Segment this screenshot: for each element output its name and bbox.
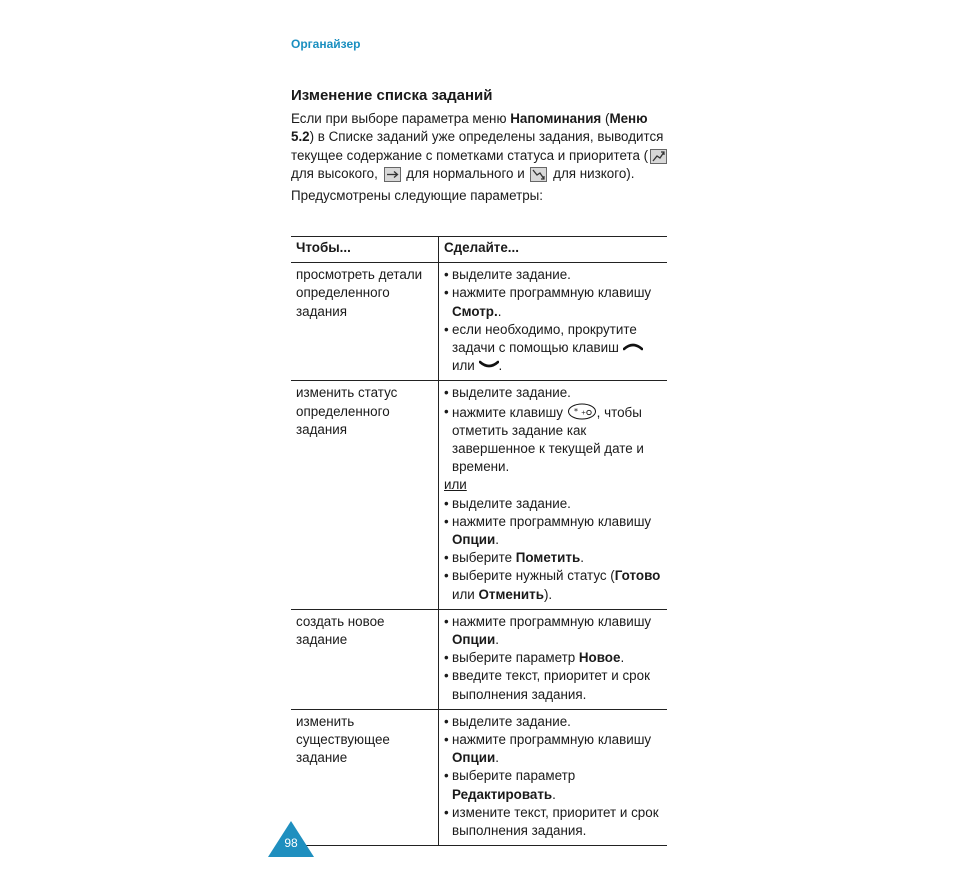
nav-up-key-icon [623,340,643,355]
steps-cell [439,609,668,709]
priority-normal-icon [384,167,401,182]
steps-cell [439,709,668,845]
step-item: • если необходимо, прокрутите задачи с помощью клавиш или . [444,321,665,376]
intro-text [291,110,671,205]
page-number: 98 [284,836,298,850]
intro-paragraph-1: Если при выборе параметра меню Напоминания (Меню 5.2) в Списке заданий уже определены задания, выводится текущее содержание с пометками статуса и приоритета ( для высокого, для нормального и для низкого). [291,110,671,183]
svg-text:*: * [573,406,578,416]
step-item: • нажмите программную клавишу Смотр.. [444,284,665,320]
step-item: • выделите задание. [444,266,665,284]
step-item: • измените текст, приоритет и срок выполнения задания. [444,804,665,840]
section-label: Органайзер [291,37,361,51]
step-item: • выберите параметр Новое. [444,649,665,667]
steps-cell [439,381,668,609]
nav-down-key-icon [479,358,499,373]
step-item: • выделите задание. [444,495,665,513]
step-item: • выберите параметр Редактировать. [444,767,665,803]
svg-text:+: + [580,409,586,417]
column-header-action: Сделайте... [439,237,668,263]
or-separator: или [444,477,467,493]
priority-low-icon [530,167,547,182]
goal-cell: создать новое задание [291,609,439,709]
step-item: • нажмите программную клавишу Опции. [444,731,665,767]
step-item: • выделите задание. [444,384,665,402]
goal-cell: изменить существующее задание [291,709,439,845]
table-row [291,381,667,609]
step-item: • нажмите клавишу * + , чтобы отметить задание как завершенное к текущей дате и времени. [444,403,665,477]
steps-cell [439,263,668,381]
goal-cell: просмотреть детали определенного задания [291,263,439,381]
step-item: • нажмите программную клавишу Опции. [444,513,665,549]
goal-cell: изменить статус определенного задания [291,381,439,609]
table-row [291,709,667,845]
intro-paragraph-2: Предусмотрены следующие параметры: [291,188,544,204]
step-item: • выберите нужный статус (Готово или Отменить). [444,567,665,603]
options-table [291,236,667,846]
star-key-icon [567,405,597,420]
column-header-goal: Чтобы... [291,237,439,263]
table-row [291,263,667,381]
step-item: • нажмите программную клавишу Опции. [444,613,665,649]
table-row [291,609,667,709]
step-item: • выберите Пометить. [444,549,665,567]
step-item: • выделите задание. [444,713,665,731]
page-title: Изменение списка заданий [291,87,493,104]
table-header-row [291,237,667,263]
step-item: • введите текст, приоритет и срок выполнения задания. [444,667,665,703]
priority-high-icon [650,149,667,164]
